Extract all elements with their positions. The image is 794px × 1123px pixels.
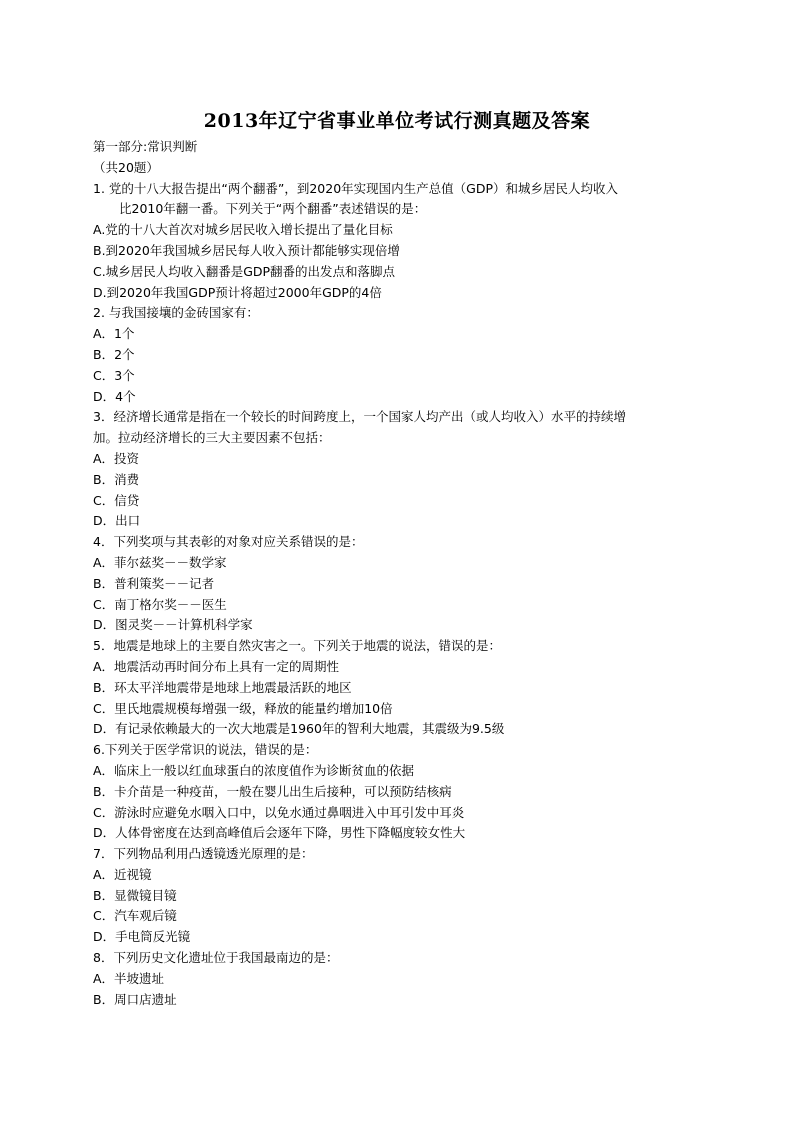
text-line: B．周口店遗址: [93, 991, 177, 1007]
text-line: B．普利策奖－－记者: [93, 575, 215, 591]
text-line: 7．下列物品利用凸透镜透光原理的是：: [93, 846, 314, 862]
text-line: A．近视镜: [93, 866, 152, 882]
text-line: B．显微镜目镜: [93, 887, 177, 903]
text-line: 3．经济增长通常是指在一个较长的时间跨度上，一个国家人均产出（或人均收入）水平的持续增: [93, 409, 626, 425]
text-line: D．出口: [93, 513, 141, 529]
question-count-note: （共20题）: [93, 159, 159, 175]
text-line: C．里氏地震规模每增强一级，释放的能量约增加10倍: [93, 700, 393, 716]
text-line: 5．地震是地球上的主要自然灾害之一。下列关于地震的说法，错误的是：: [93, 638, 501, 654]
text-line: B．卡介苗是一种疫苗，一般在婴儿出生后接种，可以预防结核病: [93, 783, 452, 799]
text-line: D.到2020年我国GDP预计将超过2000年GDP的4倍: [93, 284, 382, 300]
text-line: 6.下列关于医学常识的说法，错误的是：: [93, 742, 318, 758]
text-line: A.党的十八大首次对城乡居民收入增长提出了量化目标: [93, 222, 393, 238]
text-line: 8．下列历史文化遗址位于我国最南边的是：: [93, 950, 339, 966]
question-list: [93, 179, 713, 1011]
text-line: C．汽车观后镜: [93, 908, 177, 924]
text-line: 1. 党的十八大报告提出“两个翻番”，到2020年实现国内生产总值（GDP）和城乡居民人均收入: [93, 180, 619, 196]
text-line: 加。拉动经济增长的三大主要因素不包括：: [93, 430, 331, 446]
text-line: 2. 与我国接壤的金砖国家有：: [93, 305, 259, 321]
text-line: B．消费: [93, 471, 140, 487]
text-line: D．有记录依赖最大的一次大地震是1960年的智利大地震，其震级为9.5级: [93, 721, 505, 737]
document-body: [93, 137, 713, 1010]
text-line: B.到2020年我国城乡居民每人收入预计都能够实现倍增: [93, 242, 400, 258]
text-line: B．2个: [93, 346, 135, 362]
text-line: A．菲尔兹奖－－数学家: [93, 554, 227, 570]
text-line: B．环太平洋地震带是地球上地震最活跃的地区: [93, 679, 352, 695]
text-line: A．地震活动再时间分布上具有一定的周期性: [93, 658, 340, 674]
text-line: A．投资: [93, 450, 140, 466]
text-line: 比2010年翻一番。下列关于“两个翻番”表述错误的是：: [119, 201, 427, 217]
page-title: 2013年辽宁省事业单位考试行测真题及答案: [203, 110, 591, 132]
text-line: C．南丁格尔奖－－医生: [93, 596, 227, 612]
text-line: A．1个: [93, 326, 135, 342]
text-line: D．人体骨密度在达到高峰值后会逐年下降，男性下降幅度较女性大: [93, 825, 466, 841]
text-line: D．手电筒反光镜: [93, 929, 191, 945]
text-line: C．信贷: [93, 492, 140, 508]
text-line: C.城乡居民人均收入翻番是GDP翻番的出发点和落脚点: [93, 263, 396, 279]
text-line: D．4个: [93, 388, 136, 404]
text-line: A．临床上一般以红血球蛋白的浓度值作为诊断贫血的依据: [93, 762, 415, 778]
text-line: 4．下列奖项与其表彰的对象对应关系错误的是：: [93, 534, 364, 550]
section-heading: 第一部分:常识判断: [93, 139, 198, 154]
text-line: A．半坡遗址: [93, 970, 165, 986]
text-line: D．图灵奖－－计算机科学家: [93, 617, 253, 633]
text-line: C．3个: [93, 367, 135, 383]
text-line: C．游泳时应避免水咽入口中，以免水通过鼻咽进入中耳引发中耳炎: [93, 804, 465, 820]
